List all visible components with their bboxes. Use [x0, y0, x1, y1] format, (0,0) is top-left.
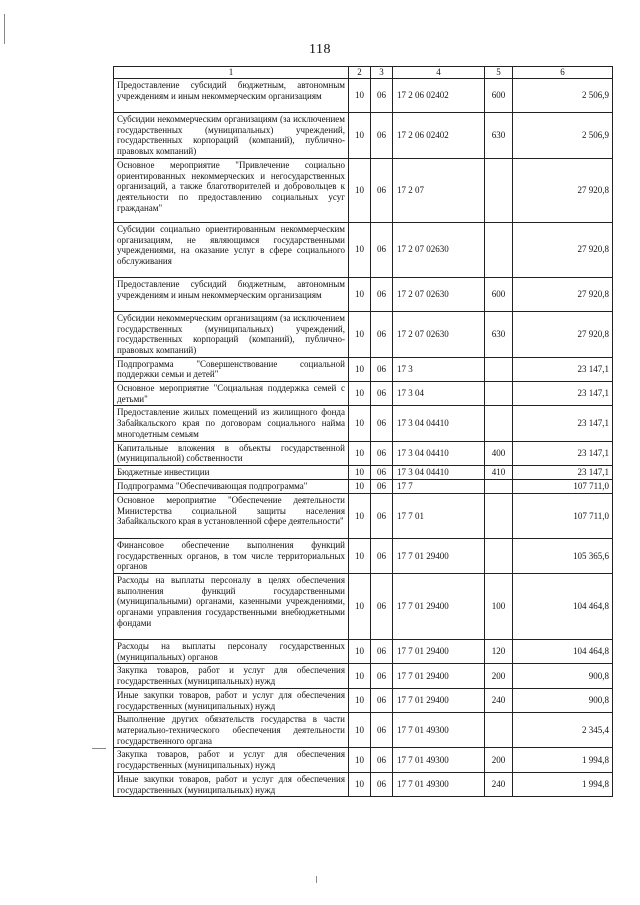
row-target-code-cell: 17 3 04 04410 — [393, 441, 485, 465]
row-name-cell: Предоставление субсидий бюджетным, автономным учреждениям и иным некоммерческим организациям — [114, 277, 349, 311]
row-subsection-cell: 06 — [371, 382, 393, 406]
row-amount-cell: 23 147,1 — [513, 382, 613, 406]
row-expense-type-cell: 400 — [485, 441, 513, 465]
table-row — [114, 640, 613, 664]
header-cell: 6 — [513, 67, 613, 79]
row-target-code-cell: 17 3 — [393, 357, 485, 381]
row-target-code-cell: 17 2 07 02630 — [393, 277, 485, 311]
row-expense-type-cell — [485, 713, 513, 748]
row-target-code-cell: 17 7 01 49300 — [393, 748, 485, 772]
table-row — [114, 479, 613, 493]
budget-table — [113, 66, 613, 797]
table-row — [114, 357, 613, 381]
table-row — [114, 465, 613, 479]
row-subsection-cell: 06 — [371, 664, 393, 688]
row-section-cell: 10 — [349, 713, 371, 748]
row-section-cell: 10 — [349, 382, 371, 406]
row-target-code-cell: 17 7 — [393, 479, 485, 493]
row-name-cell: Подпрограмма "Обеспечивающая подпрограмма" — [114, 479, 349, 493]
row-subsection-cell: 06 — [371, 222, 393, 277]
row-expense-type-cell — [485, 479, 513, 493]
row-subsection-cell: 06 — [371, 713, 393, 748]
table-row — [114, 222, 613, 277]
row-subsection-cell: 06 — [371, 772, 393, 796]
row-section-cell: 10 — [349, 493, 371, 538]
row-section-cell: 10 — [349, 688, 371, 712]
row-expense-type-cell — [485, 222, 513, 277]
row-target-code-cell: 17 7 01 29400 — [393, 688, 485, 712]
row-section-cell: 10 — [349, 479, 371, 493]
row-target-code-cell: 17 7 01 — [393, 493, 485, 538]
header-cell: 5 — [485, 67, 513, 79]
row-amount-cell: 107 711,0 — [513, 479, 613, 493]
row-name-cell: Иные закупки товаров, работ и услуг для обеспечения государственных (муниципальных) нужд — [114, 688, 349, 712]
row-subsection-cell: 06 — [371, 277, 393, 311]
row-subsection-cell: 06 — [371, 479, 393, 493]
row-amount-cell: 2 506,9 — [513, 79, 613, 113]
row-section-cell: 10 — [349, 772, 371, 796]
margin-mark — [4, 14, 5, 44]
row-target-code-cell: 17 2 06 02402 — [393, 113, 485, 159]
table-row — [114, 664, 613, 688]
row-expense-type-cell — [485, 538, 513, 573]
row-expense-type-cell — [485, 406, 513, 441]
row-name-cell: Субсидии некоммерческим организациям (за исключением государственных (муниципальных) учреждений, государственных корпораций (компаний), публично-правовых компаний) — [114, 113, 349, 159]
row-subsection-cell: 06 — [371, 441, 393, 465]
row-subsection-cell: 06 — [371, 113, 393, 159]
table-row — [114, 538, 613, 573]
table-row — [114, 79, 613, 113]
row-amount-cell: 105 365,6 — [513, 538, 613, 573]
row-name-cell: Основное мероприятие "Социальная поддержка семей с детьми" — [114, 382, 349, 406]
row-target-code-cell: 17 3 04 04410 — [393, 406, 485, 441]
table-row — [114, 277, 613, 311]
row-target-code-cell: 17 7 01 29400 — [393, 640, 485, 664]
margin-mark — [92, 748, 106, 749]
row-name-cell: Основное мероприятие "Привлечение социально ориентированных некоммерческих и негосударственных организаций, а также благотворителей и добровольцев к деятельности по предоставлению социальных усуг гражданам" — [114, 158, 349, 222]
table-row — [114, 441, 613, 465]
header-cell: 1 — [114, 67, 349, 79]
row-amount-cell: 1 994,8 — [513, 772, 613, 796]
row-name-cell: Капитальные вложения в объекты государственной (муниципальной) собственности — [114, 441, 349, 465]
row-section-cell: 10 — [349, 748, 371, 772]
row-target-code-cell: 17 7 01 29400 — [393, 538, 485, 573]
row-subsection-cell: 06 — [371, 465, 393, 479]
row-section-cell: 10 — [349, 640, 371, 664]
row-amount-cell: 2 506,9 — [513, 113, 613, 159]
row-expense-type-cell: 200 — [485, 748, 513, 772]
header-cell: 3 — [371, 67, 393, 79]
row-section-cell: 10 — [349, 406, 371, 441]
table-row — [114, 311, 613, 357]
row-name-cell: Иные закупки товаров, работ и услуг для обеспечения государственных (муниципальных) нужд — [114, 772, 349, 796]
row-expense-type-cell: 120 — [485, 640, 513, 664]
row-section-cell: 10 — [349, 113, 371, 159]
row-subsection-cell: 06 — [371, 493, 393, 538]
table-row — [114, 772, 613, 796]
row-subsection-cell: 06 — [371, 311, 393, 357]
row-name-cell: Основное мероприятие "Обеспечение деятельности Министерства социальной защиты населения Забайкальского края в установленной сфере деятельности" — [114, 493, 349, 538]
table-row — [114, 574, 613, 640]
row-name-cell: Подпрограмма "Совершенствование социальной поддержки семьи и детей" — [114, 357, 349, 381]
table-row — [114, 748, 613, 772]
row-target-code-cell: 17 7 01 49300 — [393, 772, 485, 796]
row-amount-cell: 27 920,8 — [513, 277, 613, 311]
row-section-cell: 10 — [349, 158, 371, 222]
row-amount-cell: 2 345,4 — [513, 713, 613, 748]
table-row — [114, 713, 613, 748]
row-name-cell: Закупка товаров, работ и услуг для обеспечения государственных (муниципальных) нужд — [114, 748, 349, 772]
margin-mark — [316, 876, 317, 883]
row-name-cell: Финансовое обеспечение выполнения функций государственных органов, в том числе территориальных органов — [114, 538, 349, 573]
row-amount-cell: 27 920,8 — [513, 158, 613, 222]
row-expense-type-cell — [485, 493, 513, 538]
row-name-cell: Расходы на выплаты персоналу в целях обеспечения выполнения функций государственными (муниципальными) органами, казенными учреждениями, органами управления государственными внебюджетными фондами — [114, 574, 349, 640]
row-subsection-cell: 06 — [371, 748, 393, 772]
row-amount-cell: 23 147,1 — [513, 357, 613, 381]
row-expense-type-cell — [485, 158, 513, 222]
row-target-code-cell: 17 7 01 29400 — [393, 664, 485, 688]
row-target-code-cell: 17 7 01 49300 — [393, 713, 485, 748]
row-amount-cell: 900,8 — [513, 688, 613, 712]
row-amount-cell: 27 920,8 — [513, 311, 613, 357]
row-subsection-cell: 06 — [371, 688, 393, 712]
row-subsection-cell: 06 — [371, 158, 393, 222]
row-amount-cell: 23 147,1 — [513, 465, 613, 479]
table-row — [114, 688, 613, 712]
row-section-cell: 10 — [349, 311, 371, 357]
table-row — [114, 493, 613, 538]
table-row — [114, 382, 613, 406]
row-amount-cell: 23 147,1 — [513, 441, 613, 465]
row-name-cell: Закупка товаров, работ и услуг для обеспечения государственных (муниципальных) нужд — [114, 664, 349, 688]
row-subsection-cell: 06 — [371, 640, 393, 664]
row-target-code-cell: 17 3 04 04410 — [393, 465, 485, 479]
row-name-cell: Выполнение других обязательств государства в части материально-технического обеспечения деятельности государственного органа — [114, 713, 349, 748]
header-cell: 4 — [393, 67, 485, 79]
row-expense-type-cell — [485, 357, 513, 381]
row-subsection-cell: 06 — [371, 538, 393, 573]
table-row — [114, 158, 613, 222]
row-name-cell: Субсидии некоммерческим организациям (за исключением государственных (муниципальных) учреждений, государственных корпораций (компаний), публично-правовых компаний) — [114, 311, 349, 357]
header-cell: 2 — [349, 67, 371, 79]
row-amount-cell: 23 147,1 — [513, 406, 613, 441]
row-target-code-cell: 17 2 07 — [393, 158, 485, 222]
row-section-cell: 10 — [349, 465, 371, 479]
row-expense-type-cell: 630 — [485, 311, 513, 357]
row-name-cell: Предоставление жилых помещений из жилищного фонда Забайкальского края по договорам социального найма многодетным семьям — [114, 406, 349, 441]
row-expense-type-cell: 600 — [485, 79, 513, 113]
row-expense-type-cell — [485, 382, 513, 406]
row-target-code-cell: 17 7 01 29400 — [393, 574, 485, 640]
row-section-cell: 10 — [349, 538, 371, 573]
row-name-cell: Расходы на выплаты персоналу государственных (муниципальных) органов — [114, 640, 349, 664]
table-header-row — [114, 67, 613, 79]
row-expense-type-cell: 200 — [485, 664, 513, 688]
row-subsection-cell: 06 — [371, 574, 393, 640]
table-row — [114, 113, 613, 159]
row-amount-cell: 1 994,8 — [513, 748, 613, 772]
row-name-cell: Бюджетные инвестиции — [114, 465, 349, 479]
row-amount-cell: 104 464,8 — [513, 640, 613, 664]
row-amount-cell: 107 711,0 — [513, 493, 613, 538]
row-target-code-cell: 17 2 06 02402 — [393, 79, 485, 113]
row-expense-type-cell: 630 — [485, 113, 513, 159]
row-name-cell: Субсидии социально ориентированным некоммерческим организациям, не являющимся государственными учреждениями, на оказание услуг в сфере социального обслуживания — [114, 222, 349, 277]
row-section-cell: 10 — [349, 441, 371, 465]
row-section-cell: 10 — [349, 79, 371, 113]
row-expense-type-cell: 240 — [485, 772, 513, 796]
table-row — [114, 406, 613, 441]
row-section-cell: 10 — [349, 574, 371, 640]
row-section-cell: 10 — [349, 664, 371, 688]
row-expense-type-cell: 600 — [485, 277, 513, 311]
row-section-cell: 10 — [349, 277, 371, 311]
row-amount-cell: 900,8 — [513, 664, 613, 688]
row-expense-type-cell: 100 — [485, 574, 513, 640]
row-subsection-cell: 06 — [371, 357, 393, 381]
row-expense-type-cell: 410 — [485, 465, 513, 479]
row-subsection-cell: 06 — [371, 406, 393, 441]
row-expense-type-cell: 240 — [485, 688, 513, 712]
row-section-cell: 10 — [349, 222, 371, 277]
row-name-cell: Предоставление субсидий бюджетным, автономным учреждениям и иным некоммерческим организациям — [114, 79, 349, 113]
page-number: 118 — [309, 42, 331, 57]
row-amount-cell: 104 464,8 — [513, 574, 613, 640]
row-target-code-cell: 17 2 07 02630 — [393, 311, 485, 357]
row-subsection-cell: 06 — [371, 79, 393, 113]
row-section-cell: 10 — [349, 357, 371, 381]
row-target-code-cell: 17 3 04 — [393, 382, 485, 406]
row-amount-cell: 27 920,8 — [513, 222, 613, 277]
row-target-code-cell: 17 2 07 02630 — [393, 222, 485, 277]
